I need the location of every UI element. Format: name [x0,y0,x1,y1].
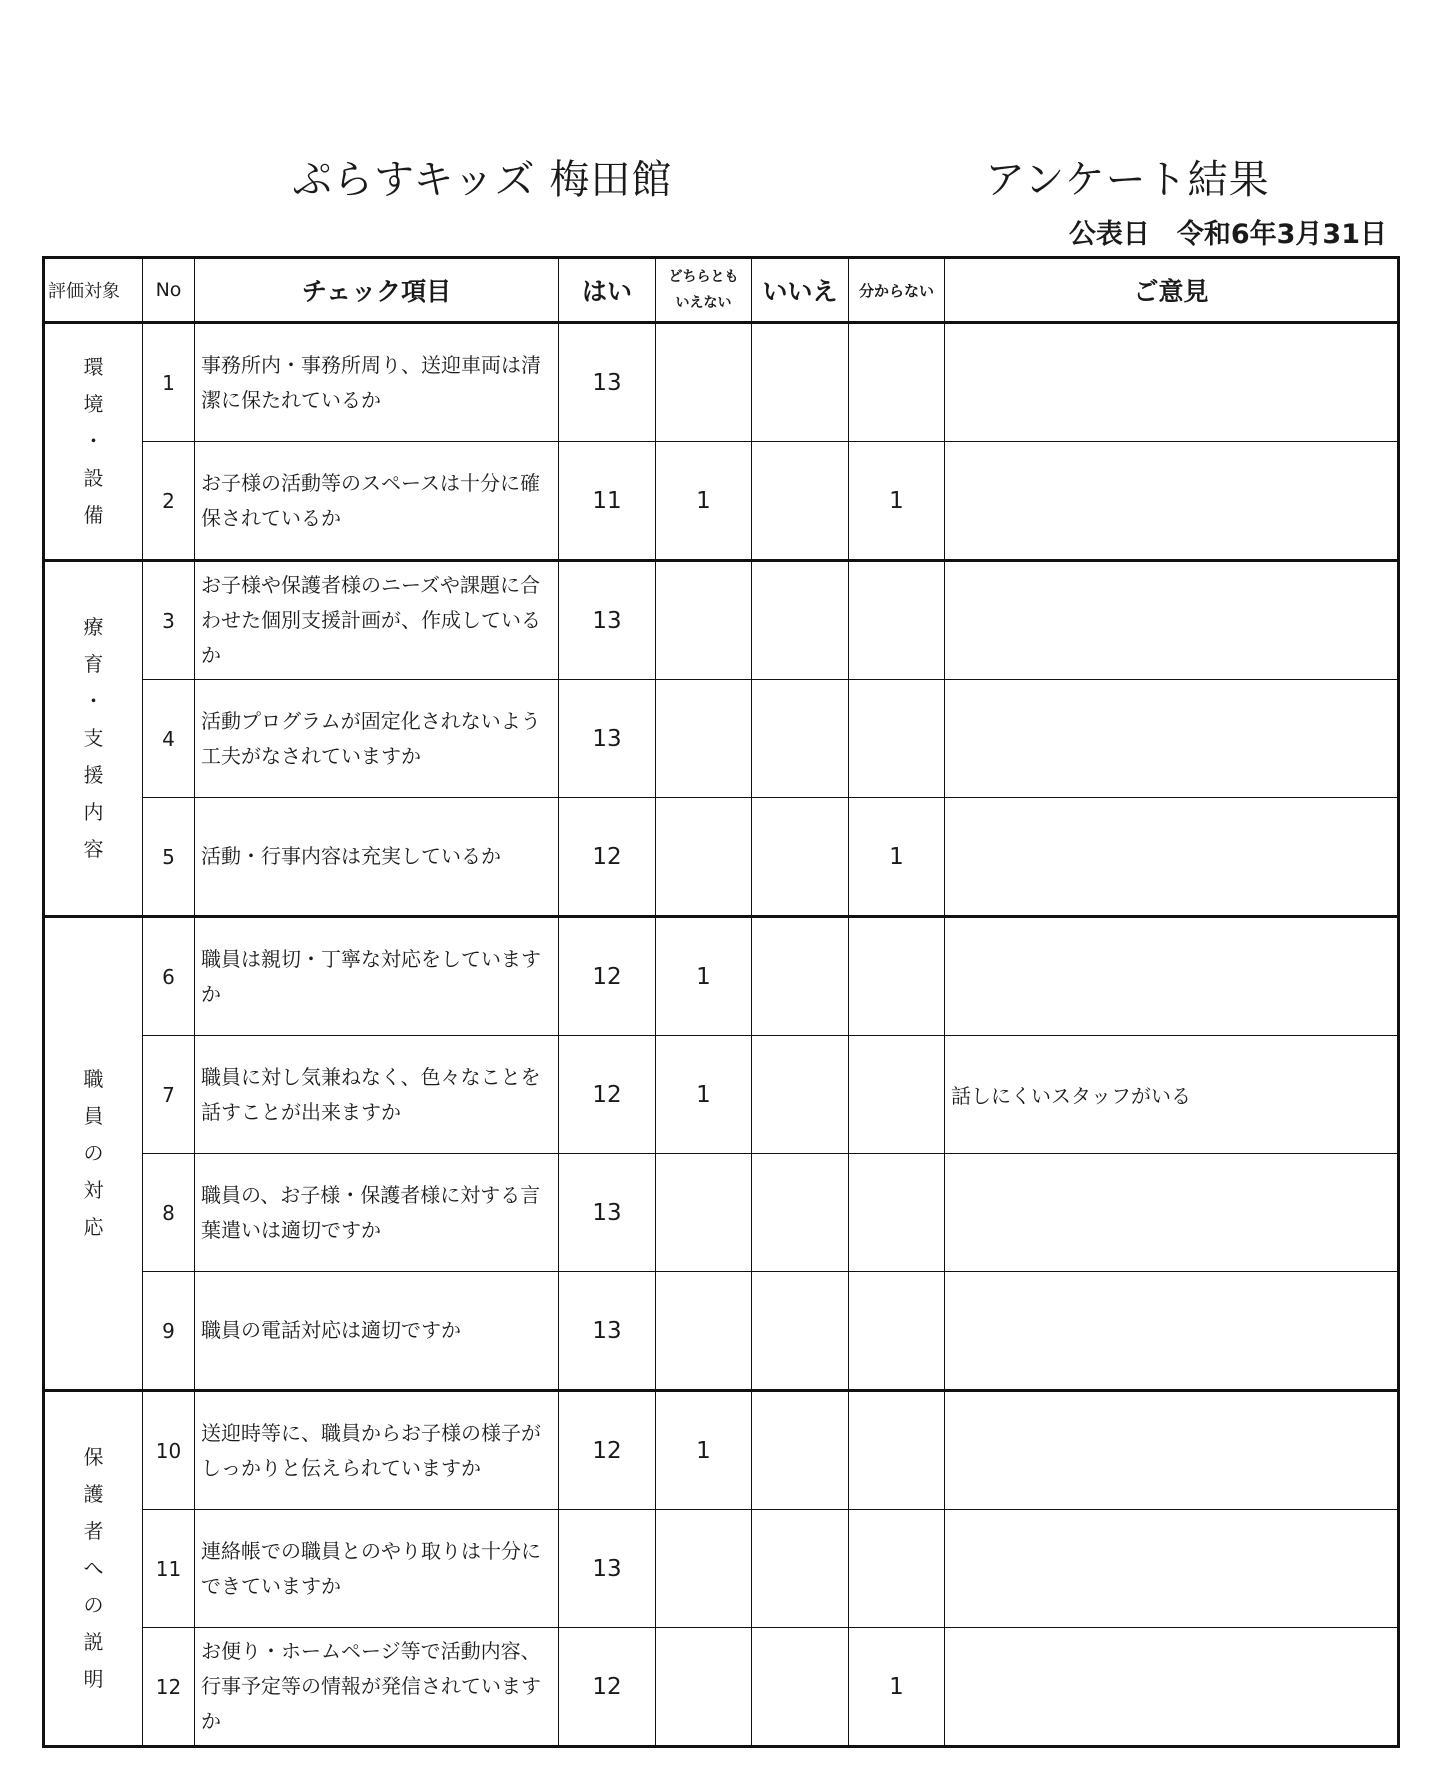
check-item: 職員の、お子様・保護者様に対する言葉遣いは適切ですか [195,1154,559,1272]
yes-count: 12 [559,1628,656,1747]
neither-count [656,561,752,680]
row-no: 5 [143,798,195,917]
header-neither-line1: どちらとも [668,269,739,285]
table-row [44,917,1399,1036]
unknown-count [849,323,945,442]
check-item: 連絡帳での職員とのやり取りは十分にできていますか [195,1510,559,1628]
unknown-count: 1 [849,1628,945,1747]
no-count [752,680,849,798]
header-opinion: ご意見 [945,258,1399,323]
yes-count: 13 [559,1154,656,1272]
header-category: 評価対象 [44,258,143,323]
check-item: 職員に対し気兼ねなく、色々なことを話すことが出来ますか [195,1036,559,1154]
category-char: 環 [83,355,104,379]
no-count [752,1036,849,1154]
category-char: ・ [83,429,104,453]
row-no: 12 [143,1628,195,1747]
category-char: 職 [83,1067,104,1091]
yes-count: 13 [559,680,656,798]
neither-count [656,680,752,798]
header-neither [656,258,752,323]
category-char: の [83,1141,104,1165]
row-no: 6 [143,917,195,1036]
opinion-text [945,561,1399,680]
row-no: 10 [143,1391,195,1510]
opinion-text: 話しにくいスタッフがいる [945,1036,1399,1154]
yes-count: 13 [559,1510,656,1628]
check-item: お便り・ホームページ等で活動内容、行事予定等の情報が発信されていますか [195,1628,559,1747]
check-item: 事務所内・事務所周り、送迎車両は清潔に保たれているか [195,323,559,442]
unknown-count [849,561,945,680]
row-no: 9 [143,1272,195,1391]
category-char: 設 [83,466,104,490]
check-item: 職員は親切・丁寧な対応をしていますか [195,917,559,1036]
category-char: 明 [83,1667,104,1691]
row-no: 7 [143,1036,195,1154]
neither-count [656,1628,752,1747]
yes-count: 12 [559,1036,656,1154]
header-no-answer: いいえ [752,258,849,323]
category-char: 員 [83,1104,104,1128]
category-cell [44,561,143,917]
no-count [752,561,849,680]
row-no: 2 [143,442,195,561]
survey-body [44,323,1399,1747]
check-item: 活動プログラムが固定化されないよう工夫がなされていますか [195,680,559,798]
unknown-count [849,917,945,1036]
no-count [752,1628,849,1747]
yes-count: 12 [559,917,656,1036]
header-unknown: 分からない [849,258,945,323]
table-row [44,561,1399,680]
opinion-text [945,1154,1399,1272]
opinion-text [945,442,1399,561]
header-neither-line2: いえない [675,295,732,311]
unknown-count [849,1036,945,1154]
table-row [44,442,1399,561]
no-count [752,323,849,442]
neither-count: 1 [656,442,752,561]
opinion-text [945,1391,1399,1510]
row-no: 1 [143,323,195,442]
no-count [752,1154,849,1272]
opinion-text [945,1272,1399,1391]
table-row [44,1272,1399,1391]
header-no: No [143,258,195,323]
row-no: 8 [143,1154,195,1272]
neither-count: 1 [656,1036,752,1154]
neither-count [656,1272,752,1391]
table-row [44,1510,1399,1628]
yes-count: 12 [559,1391,656,1510]
category-char: 護 [83,1482,104,1506]
opinion-text [945,680,1399,798]
unknown-count [849,1391,945,1510]
row-no: 3 [143,561,195,680]
category-char: 容 [83,837,104,861]
neither-count [656,1154,752,1272]
neither-count: 1 [656,1391,752,1510]
category-char: 備 [83,503,104,527]
opinion-text [945,323,1399,442]
yes-count: 13 [559,323,656,442]
table-row [44,1628,1399,1747]
table-row [44,1036,1399,1154]
unknown-count [849,1272,945,1391]
yes-count: 11 [559,442,656,561]
category-char: 応 [83,1215,104,1239]
category-char: 援 [83,763,104,787]
yes-count: 13 [559,1272,656,1391]
category-char: 説 [83,1630,104,1654]
table-row [44,323,1399,442]
category-char: 保 [83,1445,104,1469]
unknown-count [849,1510,945,1628]
table-row [44,1154,1399,1272]
table-row [44,1391,1399,1510]
check-item: 活動・行事内容は充実しているか [195,798,559,917]
table-row [44,680,1399,798]
check-item: 送迎時等に、職員からお子様の様子がしっかりと伝えられていますか [195,1391,559,1510]
table-row [44,798,1399,917]
category-char: ・ [83,689,104,713]
check-item: お子様の活動等のスペースは十分に確保されているか [195,442,559,561]
opinion-text [945,1510,1399,1628]
yes-count: 13 [559,561,656,680]
unknown-count [849,1154,945,1272]
category-cell [44,323,143,561]
check-item: お子様や保護者様のニーズや課題に合わせた個別支援計画が、作成しているか [195,561,559,680]
unknown-count: 1 [849,442,945,561]
no-count [752,798,849,917]
opinion-text [945,917,1399,1036]
row-no: 4 [143,680,195,798]
check-item: 職員の電話対応は適切ですか [195,1272,559,1391]
category-cell [44,1391,143,1747]
no-count [752,1391,849,1510]
header-check-item: チェック項目 [195,258,559,323]
neither-count [656,323,752,442]
no-count [752,442,849,561]
category-char: の [83,1593,104,1617]
neither-count [656,1510,752,1628]
unknown-count [849,680,945,798]
category-char: 対 [83,1178,104,1202]
category-cell [44,917,143,1391]
category-char: 療 [83,615,104,639]
page-title: アンケート結果 [985,157,1270,203]
category-char: 者 [83,1519,104,1543]
facility-name: ぷらすキッズ 梅田館 [292,157,673,203]
header-yes: はい [559,258,656,323]
category-char: へ [83,1556,104,1580]
yes-count: 12 [559,798,656,917]
category-char: 境 [83,392,104,416]
category-char: 育 [83,652,104,676]
neither-count [656,798,752,917]
publish-date: 公表日 令和6年3月31日 [1068,219,1387,250]
category-char: 支 [83,726,104,750]
no-count [752,917,849,1036]
header-row [44,258,1399,323]
opinion-text [945,1628,1399,1747]
no-count [752,1510,849,1628]
row-no: 11 [143,1510,195,1628]
neither-count: 1 [656,917,752,1036]
no-count [752,1272,849,1391]
unknown-count: 1 [849,798,945,917]
opinion-text [945,798,1399,917]
category-char: 内 [83,800,104,824]
survey-table [42,256,1400,1748]
